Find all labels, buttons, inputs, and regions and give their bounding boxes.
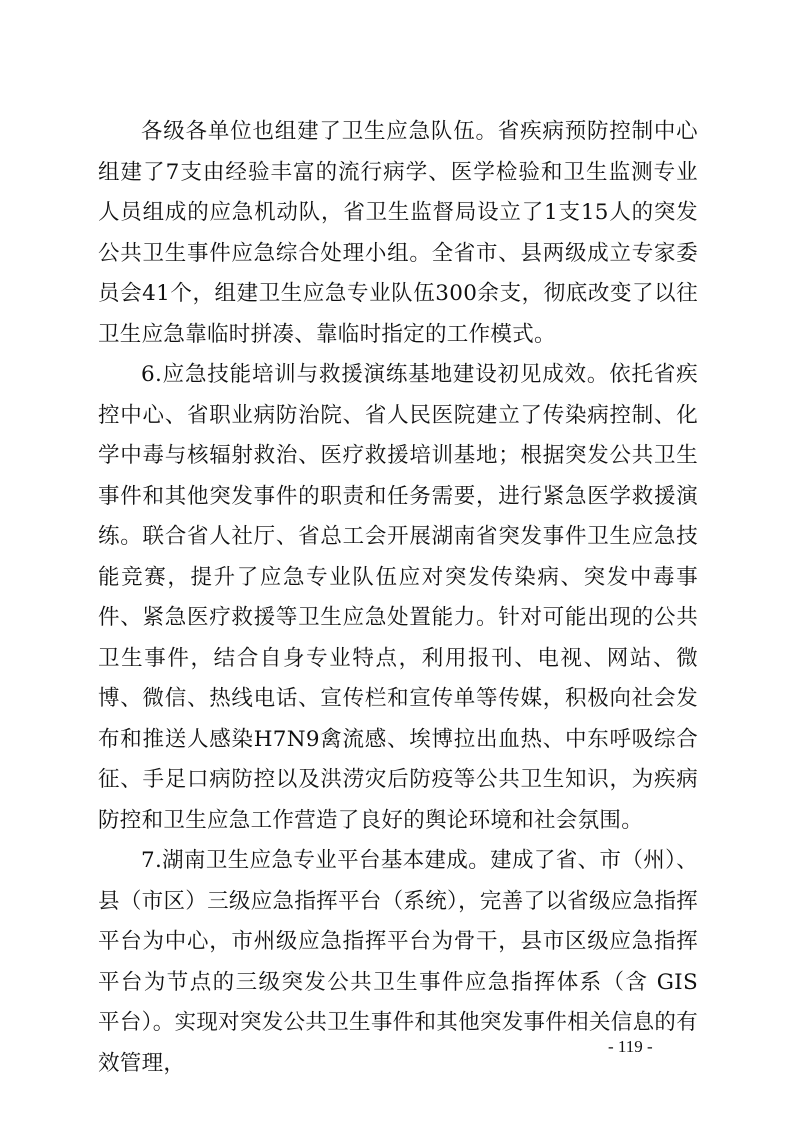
- page-number: - 119 -: [608, 1037, 653, 1056]
- paragraph-command-platform: 7.湖南卫生应急专业平台基本建成。建成了省、市（州）、县（市区）三级应急指挥平台（系统），完善了以省级应急指挥平台为中心，市州级应急指挥平台为骨干，县市区级应急指挥平台为节点的三级突发公共卫生事件应急指挥体系（含 GIS 平台）。实现对突发公共卫生事件和其他突发事件相关信息的有效管理，: [98, 848, 698, 1076]
- paragraph-emergency-teams: 各级各单位也组建了卫生应急队伍。省疾病预防控制中心组建了7支由经验丰富的流行病学、医学检验和卫生监测专业人员组成的应急机动队，省卫生监督局设立了1支15人的突发公共卫生事件应急综合处理小组。全省市、县两级成立专家委员会41个，组建卫生应急专业队伍300余支，彻底改变了以往卫生应急靠临时拼凑、靠临时指定的工作模式。: [98, 119, 698, 347]
- paragraph-training-bases: 6.应急技能培训与救援演练基地建设初见成效。依托省疾控中心、省职业病防治院、省人民医院建立了传染病控制、化学中毒与核辐射救治、医疗救援培训基地；根据突发公共卫生事件和其他突发事件的职责和任务需要，进行紧急医学救援演练。联合省人社厅、省总工会开展湖南省突发事件卫生应急技能竞赛，提升了应急专业队伍应对突发传染病、突发中毒事件、紧急医疗救援等卫生应急处置能力。针对可能出现的公共卫生事件，结合自身专业特点，利用报刊、电视、网站、微博、微信、热线电话、宣传栏和宣传单等传媒，积极向社会发布和推送人感染H7N9禽流感、埃博拉出血热、中东呼吸综合征、手足口病防控以及洪涝灾后防疫等公共卫生知识，为疾病防控和卫生应急工作营造了良好的舆论环境和社会氛围。: [98, 362, 698, 833]
- body-text: [98, 112, 698, 1084]
